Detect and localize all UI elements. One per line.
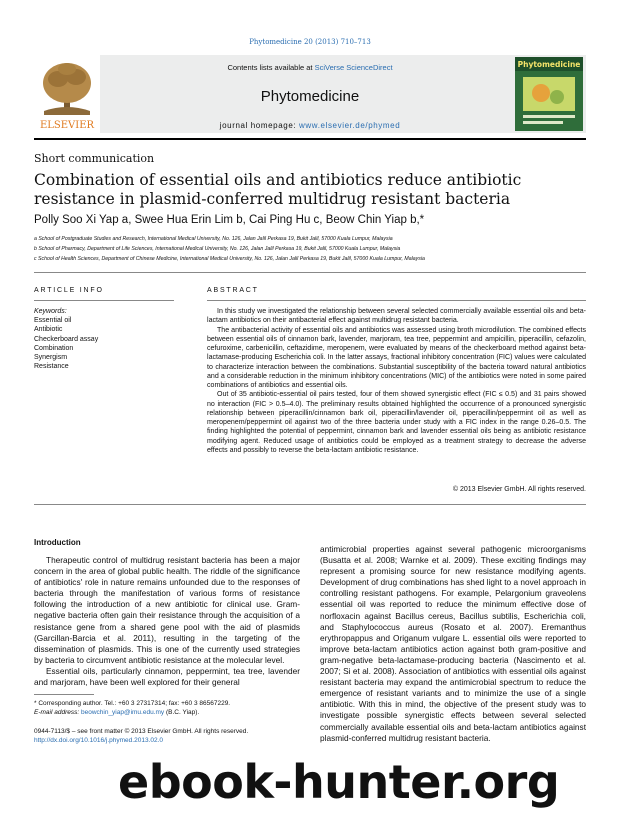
body-column-right — [320, 544, 586, 744]
contents-prefix: Contents lists available at — [227, 63, 315, 72]
email-suffix: (B.C. Yiap). — [164, 708, 200, 716]
affiliation-b: b School of Pharmacy, Department of Life Sciences, International Medical University, No. 126, Jalan Jalil Perkasa 19, Bukit Jalil, 57000 Kuala Lumpur, Malaysia — [34, 246, 401, 252]
affiliation-a: a School of Postgraduate Studies and Research, International Medical University, No. 126, Jalan Jalil Perkasa 19, Bukit Jalil, 57000 Kuala Lumpur, Malaysia — [34, 236, 393, 242]
abstract-heading: ABSTRACT — [207, 287, 259, 294]
publisher-logo-text: ELSEVIER — [39, 120, 95, 131]
email-link[interactable]: beowchin_yiap@imu.edu.my — [80, 708, 165, 716]
sciencedirect-link[interactable]: SciVerse ScienceDirect — [314, 63, 393, 72]
keyword-item: Synergism — [34, 354, 68, 362]
affiliation-c: c School of Health Sciences, Department of Chinese Medicine, International Medical University, No. 126, Jalan Jalil Perkasa 19, Bukit Jalil, 57000 Kuala Lumpur, Malaysia — [34, 256, 425, 262]
keywords-block — [34, 307, 174, 371]
body-column-left — [34, 555, 300, 688]
email-prefix: E-mail address: — [34, 708, 81, 716]
copyright-notice: © 2013 Elsevier GmbH. All rights reserved. — [452, 486, 586, 493]
body-paragraph: Essential oils, particularly cinnamon, peppermint, tea tree, lavender and marjoram, have been well explored for their general — [34, 665, 300, 688]
body-paragraph: antimicrobial properties against several pathogenic microorganisms (Busatta et al. 2008; Warnke et al. 2009). These exciting findings may represent a promising source for new resistance modifying agents. Development of drug combinations has shed light to a novel approach in controlling resistant pathogens. For example, Pelargonium graveolens essential oil was reported to reduce the minimum effective dose of norfloxacin against Bacillus cereus, Bacillus subtilis, Escherichia coli, and Staphylococcus aureus (Rosato et al. 2007). Eremanthus erythropappus and Origanum vulgare L. essential oils were reported to improve beta-lactam antibiotics action against both gram-positive and gram-negative beta-lactamase-producing bacteria (Nascimento et al. 2007; Si et al. 2008). Association of antibiotics with essential oils against resistant bacteria may expand the antimicrobial spectrum to reduce the emergence of resistant variants and to minimize the use of a single antibiotic. With this in mind, the objective of the present study was to investigate possible synergistic effects between several selected commercially available essential oils and beta-lactam antibiotics against plasmid-conferred multidrug resistant bacteria. — [320, 544, 586, 743]
elsevier-logo[interactable] — [34, 55, 100, 133]
keyword-item: Essential oil — [34, 317, 72, 325]
affiliation-divider — [34, 272, 586, 273]
issn-block — [34, 728, 300, 745]
cover-title: Phytomedicine — [517, 60, 581, 69]
homepage-prefix: journal homepage: — [219, 121, 300, 130]
author-list: Polly Soo Xi Yap a, Swee Hua Erin Lim b, Cai Ping Hu c, Beow Chin Yiap b,* — [34, 214, 425, 226]
article-title: Combination of essential oils and antibiotics reduce antibiotic resistance in plasmid-conferred multidrug resistant bacteria — [34, 171, 522, 208]
journal-title: Phytomedicine — [260, 88, 360, 105]
abstract-divider — [207, 300, 586, 301]
keyword-item: Resistance — [34, 363, 69, 371]
issn-line: 0944-7113/$ – see front matter © 2013 Elsevier GmbH. All rights reserved. — [34, 728, 249, 735]
email-line — [34, 709, 300, 718]
keywords-label: Keywords: — [34, 308, 67, 315]
contents-availability — [100, 63, 520, 72]
keyword-item: Checkerboard assay — [34, 335, 99, 343]
corresponding-author-footnote — [34, 700, 300, 717]
journal-homepage — [100, 121, 520, 130]
abstract-body — [207, 307, 586, 455]
abstract-paragraph: The antibacterial activity of essential oils and antibiotics was assessed using broth microdilution. The combined effects between essential oils of cinnamon bark, lavender, marjoram, tea tree, peppermint and ampicillin, piperacillin, cefazolin, cefuroxime, carbenicillin, ceftazidime, meropenem, were evaluated by means of the checkerboard method against beta-lactamase-producing Escherichia coli. In the latter assays, fractional inhibitory concentration (FIC) values were calculated to characterize interaction between the combinations. Substantial susceptibility of the bacteria toward natural antibiotics and a considerable reduction in the minimum inhibitory concentrations (MIC) of the antibiotics were noted in some paired combinations of antibiotics and essential oils. — [207, 326, 586, 389]
homepage-link[interactable]: www.elsevier.de/phymed — [299, 121, 401, 130]
introduction-heading: Introduction — [34, 538, 81, 547]
abstract-bottom-divider — [34, 504, 586, 505]
keyword-item: Combination — [34, 344, 74, 352]
article-info-heading: ARTICLE INFO — [34, 287, 104, 294]
article-info-divider — [34, 300, 174, 301]
body-paragraph: Therapeutic control of multidrug resistant bacteria has been a major concern in the area of global public health. The riddle of the significance of antibiotics' role in nature remains unfounded due to the responses of bacteria through the manifestation of various forms of resistance following the introduction of a new antibiotic for clinical use. Gram-negative bacteria often gain their resistance through the acquisition of a resistance gene from a shared gene pool with the aid of plasmids (Garcillan-Barcia et al. 2011), resulting in the targeting of the dissemination of plasmids. This is one of the currently used strategies by bacteria to circumvent antibiotic resistance at the molecular level. — [34, 555, 300, 665]
header-divider — [34, 138, 586, 140]
abstract-paragraph: In this study we investigated the relationship between several selected commercially available essential oils and beta-lactam antibiotics on their antibacterial effect against multidrug resistant bacteria. — [207, 308, 586, 325]
watermark: ebook-hunter.org — [118, 755, 560, 809]
corresponding-author-line: * Corresponding author. Tel.: +60 3 27317314; fax: +60 3 86567229. — [34, 700, 231, 707]
footnote-divider — [34, 694, 94, 695]
doi-link[interactable]: http://dx.doi.org/10.1016/j.phymed.2013.02.0 — [34, 736, 164, 744]
journal-reference[interactable]: Phytomedicine 20 (2013) 710–713 — [249, 38, 371, 46]
article-type: Short communication — [34, 152, 155, 165]
journal-cover-thumbnail[interactable] — [515, 57, 583, 131]
abstract-paragraph: Out of 35 antibiotic-essential oil pairs tested, four of them showed synergistic effect (FIC ≤ 0.5) and 31 pairs showed no interaction (FIC > 0.5–4.0). The preliminary results obtained highlighted the occurrence of a pronounced synergistic relationship between piperacillin/cinnamon bark oil, piperacillin/lavender oil, piperacillin/peppermint oil as well as meropenem/peppermint oil against two of the three bacteria under study with a FIC index in the range 0.26–0.5. The finding highlighted the potential of peppermint, cinnamon bark and lavender essential oils being as antibiotic resistance modifying agent. Reduced usage of antibiotics could be employed as a treatment strategy to decrease the adverse effects and possibly to reverse the beta-lactam antibiotic resistance. — [207, 391, 586, 454]
keyword-item: Antibiotic — [34, 326, 63, 334]
